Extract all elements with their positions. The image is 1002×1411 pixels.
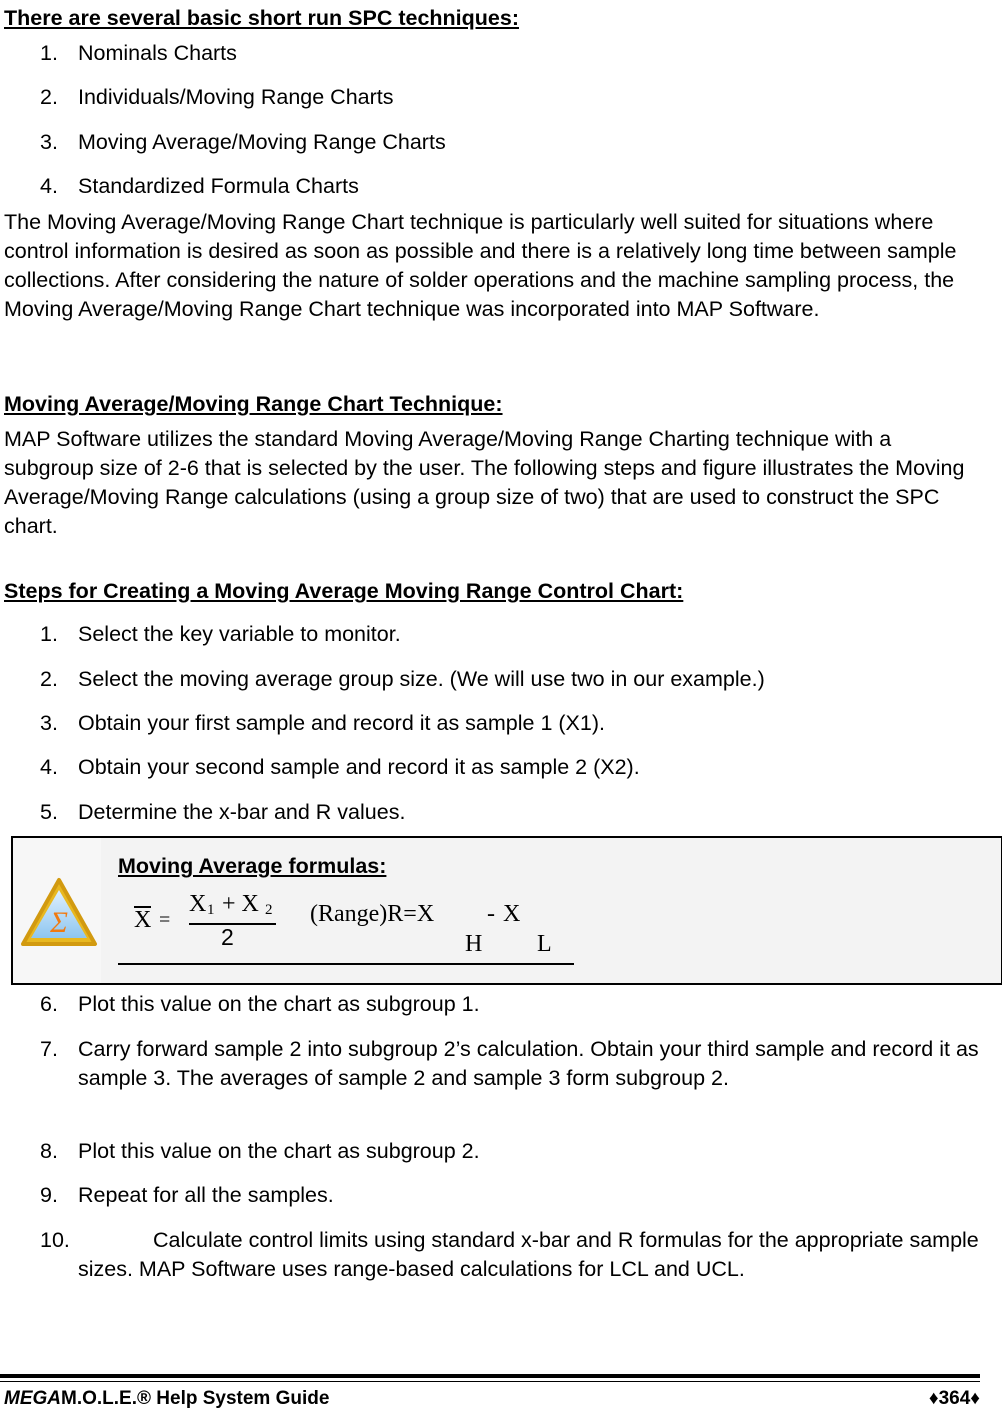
list-item	[40, 665, 1000, 694]
range-label: (Range)R=X	[310, 901, 435, 927]
item-number: 5.	[40, 800, 58, 824]
list-item	[40, 39, 1000, 68]
item-text: Repeat for all the samples.	[78, 1183, 334, 1207]
denominator: 2	[221, 924, 234, 950]
item-text: Standardized Formula Charts	[78, 174, 359, 198]
item-number: 10.	[40, 1228, 70, 1252]
item-number: 4.	[40, 174, 58, 198]
formula-box-title: Moving Average formulas:	[118, 854, 387, 878]
list-item	[40, 990, 1000, 1019]
item-number: 4.	[40, 755, 58, 779]
subscript-h: H	[465, 931, 483, 957]
item-text: Obtain your first sample and record it as sample 1 (X1).	[78, 711, 605, 735]
section-heading-technique: Moving Average/Moving Range Chart Technique:	[4, 392, 503, 416]
paragraph-technique: MAP Software utilizes the standard Moving Average/Moving Range Charting technique with a subgroup size of 2-6 that is selected by the user. The following steps and figure illustrates the Moving Average/Moving Range calculations (using a group size of two) that are used to construct the SPC chart.	[4, 427, 965, 538]
item-number: 8.	[40, 1139, 58, 1163]
list-item	[40, 83, 1000, 112]
item-text: Obtain your second sample and record it as sample 2 (X2).	[78, 755, 640, 779]
footer-rule-thin	[0, 1381, 980, 1382]
subscript-l: L	[537, 931, 552, 957]
x-low: X	[503, 901, 521, 927]
item-text: Individuals/Moving Range Charts	[78, 85, 394, 109]
footer-rule	[0, 1374, 980, 1378]
item-text: Determine the x-bar and R values.	[78, 800, 406, 824]
section-heading-steps: Steps for Creating a Moving Average Moving Range Control Chart:	[4, 579, 684, 603]
list-item	[40, 128, 1000, 157]
item-text: Plot this value on the chart as subgroup 1.	[78, 992, 480, 1016]
list-item	[40, 1181, 1000, 1210]
xbar-symbol: X	[134, 907, 152, 933]
sigma-icon	[19, 874, 99, 954]
list-item	[40, 709, 1000, 738]
item-text: Plot this value on the chart as subgroup 2.	[78, 1139, 480, 1163]
footer-brand: MEGA	[4, 1388, 61, 1409]
list-item	[40, 172, 1000, 201]
list-item	[40, 1137, 1000, 1166]
icon-cell	[13, 838, 101, 983]
list-item	[40, 1035, 1000, 1093]
numerator-x1: X	[189, 891, 207, 917]
formula-box	[11, 836, 1002, 985]
list-item	[40, 798, 1000, 827]
numerator-plus-x2: + X	[222, 891, 259, 917]
item-text: Calculate control limits using standard x-bar and R formulas for the appropriate sample sizes. MAP Software uses range-based calculations for LCL and UCL.	[78, 1228, 979, 1281]
list-item	[40, 753, 1000, 782]
list-item	[40, 1226, 1000, 1284]
item-text: Nominals Charts	[78, 41, 237, 65]
formula-underline	[118, 963, 574, 965]
minus-sign: -	[487, 901, 495, 927]
item-text: Moving Average/Moving Range Charts	[78, 130, 446, 154]
item-number: 3.	[40, 130, 58, 154]
item-number: 9.	[40, 1183, 58, 1207]
item-text: Carry forward sample 2 into subgroup 2’s calculation. Obtain your third sample and record it as sample 3. The averages of sample 2 and sample 3 form subgroup 2.	[78, 1037, 979, 1090]
item-number: 1.	[40, 41, 58, 65]
footer-guide-title: M.O.L.E.® Help System Guide	[61, 1388, 330, 1409]
item-number: 1.	[40, 622, 58, 646]
page-number: ♦364♦	[928, 1388, 980, 1409]
svg-text:Σ: Σ	[50, 906, 68, 939]
item-number: 6.	[40, 992, 58, 1016]
footer-title	[4, 1388, 329, 1410]
item-text: Select the key variable to monitor.	[78, 622, 401, 646]
item-number: 2.	[40, 85, 58, 109]
subscript-1: 1	[207, 902, 215, 918]
item-number: 2.	[40, 667, 58, 691]
item-text: Select the moving average group size. (We will use two in our example.)	[78, 667, 765, 691]
subscript-2: 2	[265, 902, 273, 918]
equals-sign: =	[159, 909, 171, 931]
intro-heading: There are several basic short run SPC techniques:	[4, 6, 519, 30]
item-number: 3.	[40, 711, 58, 735]
paragraph-intro: The Moving Average/Moving Range Chart technique is particularly well suited for situations where control information is desired as soon as possible and there is a relatively long time between sample collections. After considering the nature of solder operations and the machine sampling process, the Moving Average/Moving Range Chart technique was incorporated into MAP Software.	[4, 210, 957, 321]
list-item	[40, 620, 1000, 649]
item-number: 7.	[40, 1037, 58, 1061]
